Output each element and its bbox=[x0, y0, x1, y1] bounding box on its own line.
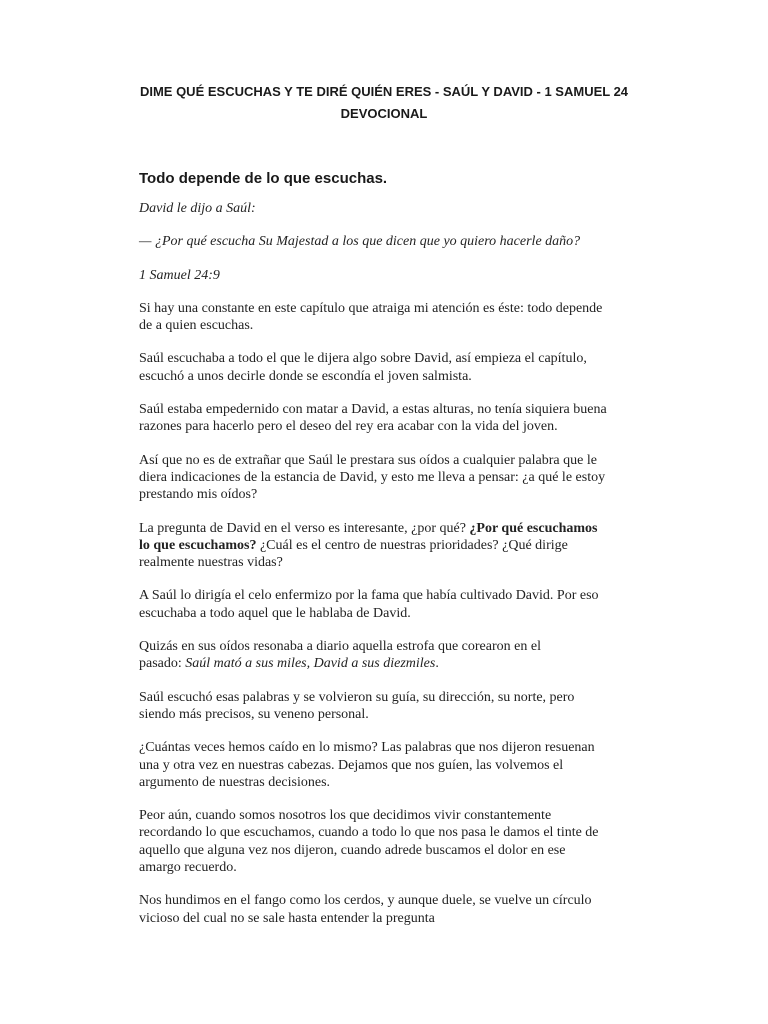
text-run: prestando mis oídos? bbox=[139, 487, 258, 503]
text-run: pasado: bbox=[139, 656, 186, 672]
paragraph bbox=[139, 587, 659, 622]
bold-text: lo que escuchamos? bbox=[139, 537, 257, 553]
text-line bbox=[139, 368, 659, 385]
text-run: ¿Cuál es el centro de nuestras prioridades? ¿Qué dirige bbox=[256, 537, 568, 553]
paragraph bbox=[139, 233, 659, 250]
text-run: Saúl escuchaba a todo el que le dijera algo sobre David, así empieza el capítulo, bbox=[139, 351, 587, 367]
text-line bbox=[139, 418, 659, 435]
text-line bbox=[139, 757, 659, 774]
text-line bbox=[139, 638, 659, 655]
text-line bbox=[139, 452, 659, 469]
text-line bbox=[139, 520, 659, 537]
italic-text: Saúl mató a sus miles, David a sus diezmiles bbox=[185, 656, 436, 672]
text-run: Saúl escuchó esas palabras y se volvieron su guía, su dirección, su norte, pero bbox=[139, 689, 575, 705]
paragraph bbox=[139, 401, 659, 436]
text-run: amargo recuerdo. bbox=[139, 860, 237, 876]
document-body bbox=[139, 200, 659, 943]
section-heading: Todo depende de lo que escuchas. bbox=[139, 170, 388, 187]
text-line bbox=[139, 587, 659, 604]
text-run: realmente nuestras vidas? bbox=[139, 555, 283, 571]
italic-text: 1 Samuel 24:9 bbox=[139, 267, 220, 283]
paragraph bbox=[139, 300, 659, 335]
text-run: escuchaba a todo aquel que le hablaba de David. bbox=[139, 605, 411, 621]
text-run: La pregunta de David en el verso es interesante, ¿por qué? bbox=[139, 520, 470, 536]
text-run: argumento de nuestras decisiones. bbox=[139, 774, 331, 790]
paragraph bbox=[139, 739, 659, 791]
text-line bbox=[139, 267, 659, 284]
paragraph bbox=[139, 267, 659, 284]
text-run: recordando lo que escuchamos, cuando a todo lo que nos pasa le damos el tinte de bbox=[139, 825, 599, 841]
text-line bbox=[139, 605, 659, 622]
text-line bbox=[139, 554, 659, 571]
text-line bbox=[139, 910, 659, 927]
text-line bbox=[139, 300, 659, 317]
document-title: DIME QUÉ ESCUCHAS Y TE DIRÉ QUIÉN ERES - SAÚL Y DAVID - 1 SAMUEL 24 bbox=[139, 84, 629, 99]
text-line bbox=[139, 469, 659, 486]
text-run: una y otra vez en nuestras cabezas. Dejamos que nos guíen, las volvemos el bbox=[139, 757, 564, 773]
text-run: de a quien escuchas. bbox=[139, 318, 254, 334]
text-line bbox=[139, 892, 659, 909]
paragraph bbox=[139, 807, 659, 876]
paragraph bbox=[139, 452, 659, 504]
text-line bbox=[139, 350, 659, 367]
text-line bbox=[139, 774, 659, 791]
paragraph bbox=[139, 520, 659, 572]
text-line bbox=[139, 486, 659, 503]
text-line bbox=[139, 200, 659, 217]
paragraph bbox=[139, 638, 659, 673]
text-run: Quizás en sus oídos resonaba a diario aquella estrofa que corearon en el bbox=[139, 639, 541, 655]
bold-text: ¿Por qué escuchamos bbox=[469, 520, 598, 536]
text-run: Si hay una constante en este capítulo que atraiga mi atención es éste: todo depende bbox=[139, 300, 603, 316]
paragraph bbox=[139, 689, 659, 724]
text-run: diera indicaciones de la estancia de David, y esto me lleva a pensar: ¿a qué le estoy bbox=[139, 469, 606, 485]
text-line bbox=[139, 537, 659, 554]
document-subtitle: DEVOCIONAL bbox=[340, 106, 428, 121]
italic-text: — ¿Por qué escucha Su Majestad a los que dicen que yo quiero hacerle daño? bbox=[139, 234, 581, 250]
text-line bbox=[139, 739, 659, 756]
paragraph bbox=[139, 892, 659, 927]
text-line bbox=[139, 655, 659, 672]
text-line bbox=[139, 233, 659, 250]
text-run: Nos hundimos en el fango como los cerdos, y aunque duele, se vuelve un círculo bbox=[139, 893, 592, 909]
text-line bbox=[139, 317, 659, 334]
text-run: A Saúl lo dirigía el celo enfermizo por la fama que había cultivado David. Por eso bbox=[139, 588, 599, 604]
text-run: vicioso del cual no se sale hasta entender la pregunta bbox=[139, 910, 435, 926]
text-run: Así que no es de extrañar que Saúl le prestara sus oídos a cualquier palabra que le bbox=[139, 452, 597, 468]
text-line bbox=[139, 824, 659, 841]
text-line bbox=[139, 807, 659, 824]
text-line bbox=[139, 706, 659, 723]
text-line bbox=[139, 689, 659, 706]
text-run: ¿Cuántas veces hemos caído en lo mismo? Las palabras que nos dijeron resuenan bbox=[139, 740, 595, 756]
text-run: aquello que alguna vez nos dijeron, cuando adrede buscamos el dolor en ese bbox=[139, 842, 566, 858]
paragraph bbox=[139, 200, 659, 217]
text-run: Peor aún, cuando somos nosotros los que decidimos vivir constantemente bbox=[139, 808, 552, 824]
text-line bbox=[139, 401, 659, 418]
text-run: . bbox=[435, 656, 439, 672]
text-run: escuchó a unos decirle donde se escondía el joven salmista. bbox=[139, 368, 472, 384]
text-line bbox=[139, 859, 659, 876]
italic-text: David le dijo a Saúl: bbox=[139, 201, 256, 216]
text-run: razones para hacerlo pero el deseo del rey era acabar con la vida del joven. bbox=[139, 419, 558, 435]
text-run: siendo más precisos, su veneno personal. bbox=[139, 706, 369, 722]
text-run: Saúl estaba empedernido con matar a David, a estas alturas, no tenía siquiera buena bbox=[139, 402, 607, 418]
text-line bbox=[139, 842, 659, 859]
paragraph bbox=[139, 350, 659, 385]
